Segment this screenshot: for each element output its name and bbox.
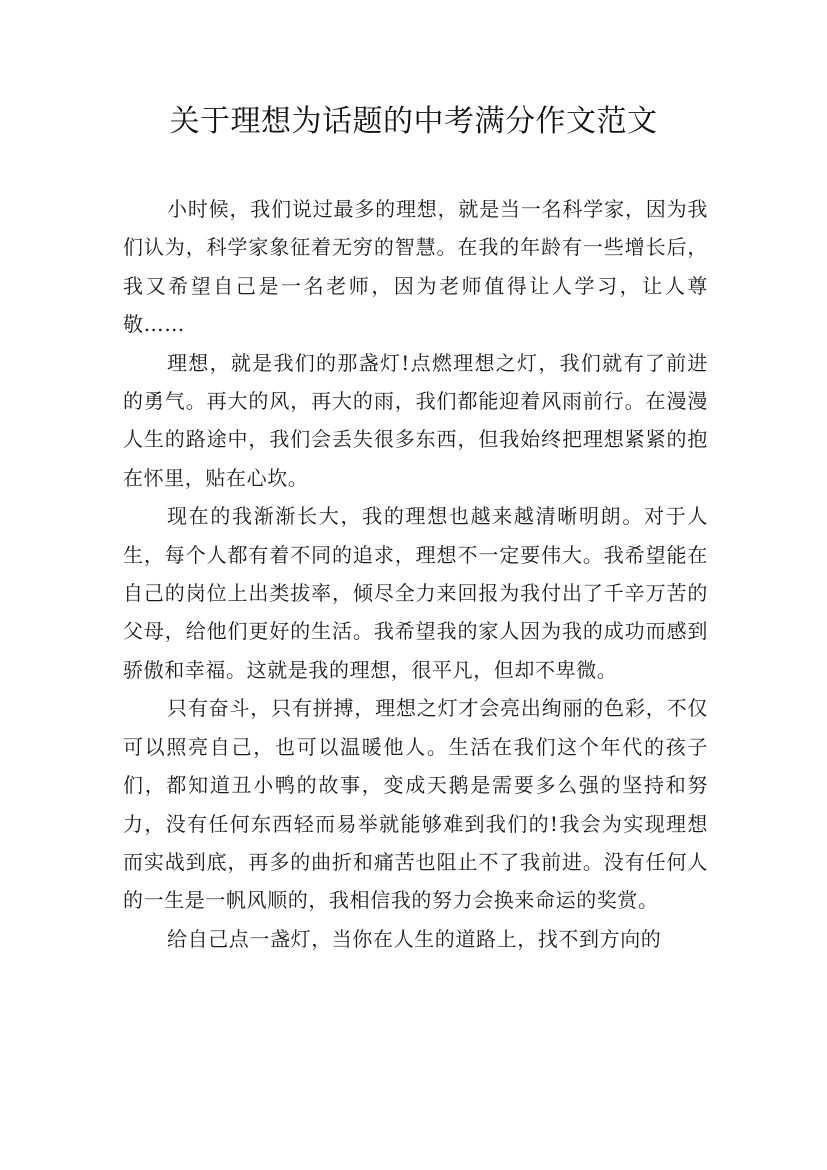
paragraph-4: 只有奋斗，只有拼搏，理想之灯才会亮出绚丽的色彩，不仅可以照亮自己，也可以温暖他人。生活在我们这个年代的孩子们，都知道丑小鸭的故事，变成天鹅是需要多么强的坚持和努力，没有任何东西轻而易举就能够难到我们的!我会为实现理想而实战到底，再多的曲折和痛苦也阻止不了我前进。没有任何人的一生是一帆风顺的，我相信我的努力会换来命运的奖赏。 bbox=[123, 696, 708, 913]
paragraph-1: 小时候，我们说过最多的理想，就是当一名科学家，因为我们认为，科学家象征着无穷的智慧。在我的年龄有一些增长后，我又希望自己是一名老师，因为老师值得让人学习，让人尊敬…… bbox=[123, 197, 708, 337]
paragraph-2: 理想，就是我们的那盏灯!点燃理想之灯，我们就有了前进的勇气。再大的风，再大的雨，我们都能迎着风雨前行。在漫漫人生的路途中，我们会丢失很多东西，但我始终把理想紧紧的抱在怀里，贴在心坎。 bbox=[123, 350, 708, 490]
document-title: 关于理想为话题的中考满分作文范文 bbox=[169, 104, 658, 139]
paragraph-5: 给自己点一盏灯，当你在人生的道路上，找不到方向的 bbox=[167, 926, 662, 951]
document-body bbox=[123, 190, 708, 958]
paragraph-3: 现在的我渐渐长大，我的理想也越来越清晰明朗。对于人生，每个人都有着不同的追求，理想不一定要伟大。我希望能在自己的岗位上出类拔率，倾尽全力来回报为我付出了千辛万苦的父母，给他们更好的生活。我希望我的家人因为我的成功而感到骄傲和幸福。这就是我的理想，很平凡，但却不卑微。 bbox=[123, 504, 708, 682]
